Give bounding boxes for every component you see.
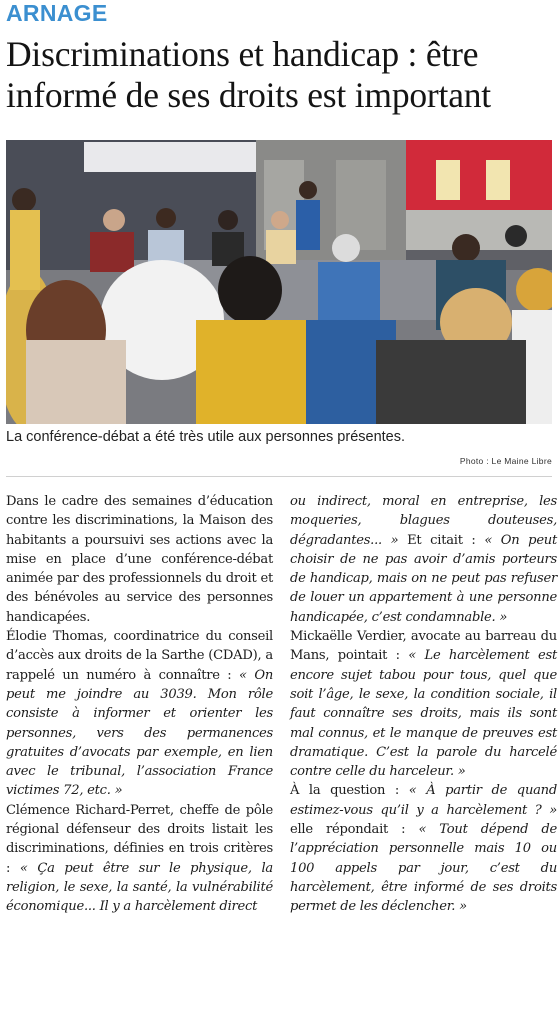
- paragraph-text: Dans le cadre des semaines d’éducation contre les discriminations, la Maison des habitants a poursuivi ses actions avec la mise en place d’une conférence-débat animée par des professionnels du droit et des bénévoles au service des personnes handicapées.: [6, 494, 273, 625]
- paragraph-quote: « Tout dépend de l’appréciation personnelle mais 10 ou 100 appels par jour, c’est du harcèlement, être informé de ses droits permet de les déclencher. »: [290, 822, 557, 915]
- paragraph-quote: « À partir de quand estimez-vous qu’il y a harcèlement ? »: [290, 783, 557, 818]
- paragraph: [290, 627, 557, 781]
- article-column-right: [290, 492, 557, 917]
- article-headline: Discriminations et handicap : être informé de ses droits est important: [6, 34, 491, 115]
- paragraph-text: Mickaëlle Verdier, avocate au barreau du Mans, pointait :: [290, 629, 557, 664]
- conference-photo-illustration: [6, 140, 552, 424]
- photo-caption: La conférence-débat a été très utile aux personnes présentes.: [6, 429, 406, 445]
- paragraph-quote: « On peut choisir de ne pas avoir d’amis porteurs de handicap, mais on ne peut pas refuser de louer un appartement à une personne handicapée, c’est condamnable. »: [290, 532, 558, 625]
- photo-credit: Photo : Le Maine Libre: [459, 456, 552, 466]
- paragraph: [6, 801, 273, 917]
- paragraph-text: elle répondait :: [290, 822, 419, 838]
- article-column-left: [6, 492, 273, 917]
- section-kicker: ARNAGE: [6, 0, 108, 26]
- paragraph-text: Clémence Richard-Perret, cheffe de pôle régional défenseur des droits listait les discriminations, définies en trois critères :: [6, 802, 273, 876]
- paragraph-quote: « Ça peut être sur le physique, la religion, le sexe, la santé, la vulnérabilité économique... Il y a harcèlement direct: [6, 860, 273, 915]
- paragraph-quote: ou indirect, moral en entreprise, les moqueries, blagues douteuses, dégradantes... »: [290, 494, 557, 548]
- paragraph: [290, 492, 557, 627]
- paragraph-text: Élodie Thomas, coordinatrice du conseil d’accès aux droits de la Sarthe (CDAD), a rappelé un numéro à connaître :: [6, 629, 273, 683]
- paragraph-quote: « On peut me joindre au 3039. Mon rôle consiste à informer et orienter les personnes, vers des permanences gratuites d’avocats par exemple, en lien avec le tribunal, l’association France victimes 72, etc. »: [6, 667, 274, 799]
- paragraph-text: À la question :: [290, 783, 409, 799]
- paragraph-text: Et citait :: [398, 532, 485, 548]
- article-photo: [6, 140, 552, 424]
- paragraph: [6, 492, 273, 627]
- paragraph: [290, 781, 557, 916]
- paragraph-quote: « Le harcèlement est encore sujet tabou pour tous, quel que soit l’âge, le sexe, la condition sociale, il faut connaître ses droits, mais ils sont mal connus, et le manque de preuves est dramatique. C’est la parole du harcelé contre celle du harceleur. »: [290, 648, 557, 780]
- divider: [6, 476, 552, 477]
- paragraph: [6, 627, 273, 801]
